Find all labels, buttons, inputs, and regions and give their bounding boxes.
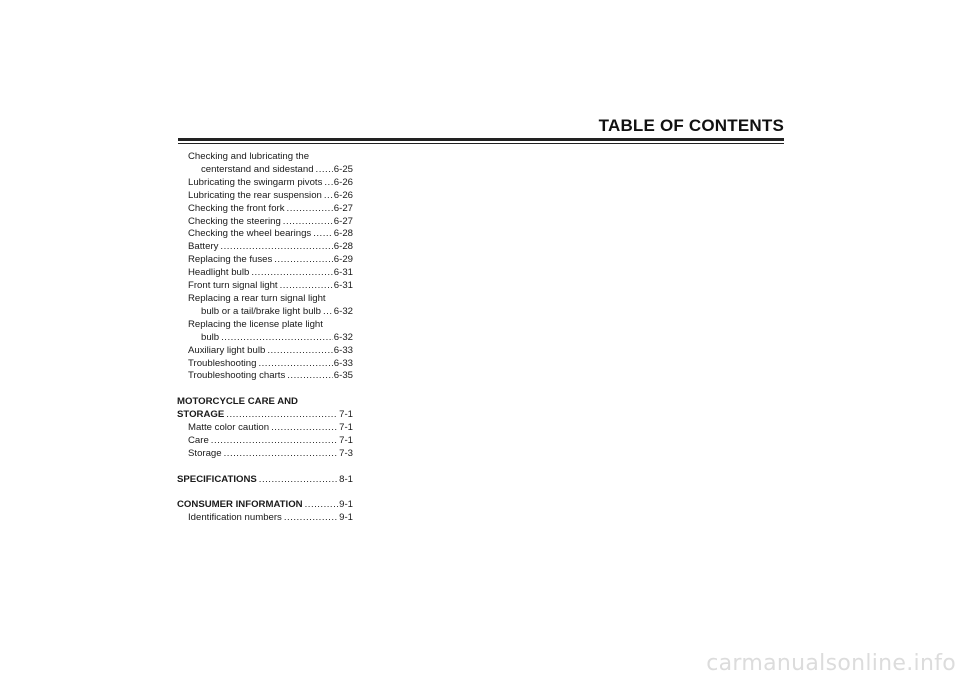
toc-section-consumer-information[interactable] xyxy=(177,499,353,512)
toc-page-number: 6-27 xyxy=(333,215,353,227)
toc-entry-wheel-bearings[interactable] xyxy=(177,228,353,241)
dot-leader xyxy=(224,448,339,461)
toc-page-number: 7-3 xyxy=(339,447,353,459)
toc-entry-lubricating-stands[interactable] xyxy=(177,151,353,164)
toc-entry-fuses[interactable] xyxy=(177,254,353,267)
dot-leader xyxy=(221,332,333,345)
dot-leader xyxy=(226,409,338,422)
toc-entry-license-plate-cont[interactable] xyxy=(177,332,353,345)
toc-entry-label: Storage xyxy=(188,447,222,459)
toc-entry-label: Troubleshooting charts xyxy=(188,370,286,382)
toc-entry-label: Lubricating the rear suspension xyxy=(188,189,322,201)
toc-section-label: STORAGE xyxy=(177,409,225,421)
dot-leader xyxy=(323,306,333,319)
toc-entry-label: bulb xyxy=(201,331,220,343)
toc-page-number: 6-28 xyxy=(333,228,353,240)
dot-leader xyxy=(284,512,338,525)
toc-entry-front-turn-signal[interactable] xyxy=(177,280,353,293)
dot-leader xyxy=(287,203,333,216)
toc-entry-label: Replacing the license plate light xyxy=(188,318,323,330)
toc-page-number: 6-31 xyxy=(333,267,353,279)
dot-leader xyxy=(251,267,332,280)
toc-entry-troubleshooting[interactable] xyxy=(177,358,353,371)
toc-page-number: 6-32 xyxy=(333,331,353,343)
toc-entry-label: Troubleshooting xyxy=(188,357,257,369)
toc-entry-label: Auxiliary light bulb xyxy=(188,344,266,356)
section-spacer xyxy=(177,487,353,500)
toc-entry-label: Identification numbers xyxy=(188,512,282,524)
page-title: TABLE OF CONTENTS xyxy=(598,116,784,135)
toc-page-number: 9-1 xyxy=(339,512,353,524)
dot-leader xyxy=(259,474,338,487)
toc-entry-rear-turn-signal[interactable] xyxy=(177,293,353,306)
toc-page-number: 6-32 xyxy=(333,305,353,317)
dot-leader xyxy=(324,190,333,203)
dot-leader xyxy=(274,254,333,267)
toc-entry-label: Checking the wheel bearings xyxy=(188,228,312,240)
toc-page-number: 6-31 xyxy=(333,280,353,292)
toc-section-motorcycle-care[interactable] xyxy=(177,396,353,409)
toc-entry-troubleshooting-charts[interactable] xyxy=(177,370,353,383)
dot-leader xyxy=(280,280,333,293)
toc-entry-swingarm-pivots[interactable] xyxy=(177,177,353,190)
title-rule-thin xyxy=(178,143,784,144)
toc-page-number: 6-26 xyxy=(333,189,353,201)
toc-entry-label: Lubricating the swingarm pivots xyxy=(188,176,323,188)
toc-page-number: 8-1 xyxy=(339,473,353,485)
toc-page-number: 6-33 xyxy=(333,344,353,356)
toc-section-label: SPECIFICATIONS xyxy=(177,473,257,485)
toc-entry-auxiliary-light[interactable] xyxy=(177,345,353,358)
toc-entry-front-fork[interactable] xyxy=(177,203,353,216)
toc-entry-lubricating-stands-cont[interactable] xyxy=(177,164,353,177)
toc-entry-license-plate[interactable] xyxy=(177,319,353,332)
toc-section-label: MOTORCYCLE CARE AND xyxy=(177,396,298,408)
toc-entry-label: Headlight bulb xyxy=(188,267,250,279)
dot-leader xyxy=(283,216,333,229)
toc-page-number: 6-33 xyxy=(333,357,353,369)
toc-entry-label: bulb or a tail/brake light bulb xyxy=(201,305,321,317)
dot-leader xyxy=(324,177,332,190)
toc-entry-label: Checking the steering xyxy=(188,215,281,227)
toc-entry-label: Battery xyxy=(188,241,219,253)
toc-entry-label: Checking and lubricating the xyxy=(188,151,310,162)
toc-entry-label: Replacing a rear turn signal light xyxy=(188,292,326,304)
toc-entry-battery[interactable] xyxy=(177,241,353,254)
section-spacer xyxy=(177,461,353,474)
toc-page-number: 9-1 xyxy=(339,499,353,511)
dot-leader xyxy=(211,435,338,448)
dot-leader xyxy=(267,345,332,358)
toc-entry-label: Care xyxy=(188,434,209,446)
toc-entry-storage[interactable] xyxy=(177,448,353,461)
toc-page-number: 6-27 xyxy=(333,202,353,214)
toc-entry-label: Front turn signal light xyxy=(188,280,278,292)
toc-section-specifications[interactable] xyxy=(177,474,353,487)
dot-leader xyxy=(316,164,333,177)
toc-page-number: 6-26 xyxy=(333,176,353,188)
dot-leader xyxy=(258,358,332,371)
dot-leader xyxy=(271,422,338,435)
title-rule-thick xyxy=(178,138,784,141)
toc-page-number: 6-29 xyxy=(333,254,353,266)
section-spacer xyxy=(177,383,353,396)
toc-entry-label: Matte color caution xyxy=(188,422,270,434)
dot-leader xyxy=(287,370,333,383)
toc-section-motorcycle-care-cont[interactable] xyxy=(177,409,353,422)
toc-entry-label: centerstand and sidestand xyxy=(201,163,314,175)
toc-entry-headlight-bulb[interactable] xyxy=(177,267,353,280)
toc-entry-care[interactable] xyxy=(177,435,353,448)
toc-page-number: 7-1 xyxy=(339,422,353,434)
toc-entry-matte-color[interactable] xyxy=(177,422,353,435)
table-of-contents xyxy=(177,151,353,525)
toc-page-number: 6-35 xyxy=(333,370,353,382)
toc-entry-rear-suspension[interactable] xyxy=(177,190,353,203)
dot-leader xyxy=(305,499,339,512)
toc-entry-label: Checking the front fork xyxy=(188,202,285,214)
dot-leader xyxy=(313,228,333,241)
toc-page-number: 7-1 xyxy=(339,434,353,446)
toc-entry-identification-numbers[interactable] xyxy=(177,512,353,525)
toc-entry-rear-turn-signal-cont[interactable] xyxy=(177,306,353,319)
toc-entry-label: Replacing the fuses xyxy=(188,254,273,266)
toc-section-label: CONSUMER INFORMATION xyxy=(177,499,303,511)
toc-page-number: 6-28 xyxy=(333,241,353,253)
toc-entry-steering[interactable] xyxy=(177,216,353,229)
watermark: carmanualsonline.info xyxy=(706,651,956,676)
dot-leader xyxy=(220,241,332,254)
toc-page-number: 6-25 xyxy=(333,163,353,175)
toc-page-number: 7-1 xyxy=(339,409,353,421)
